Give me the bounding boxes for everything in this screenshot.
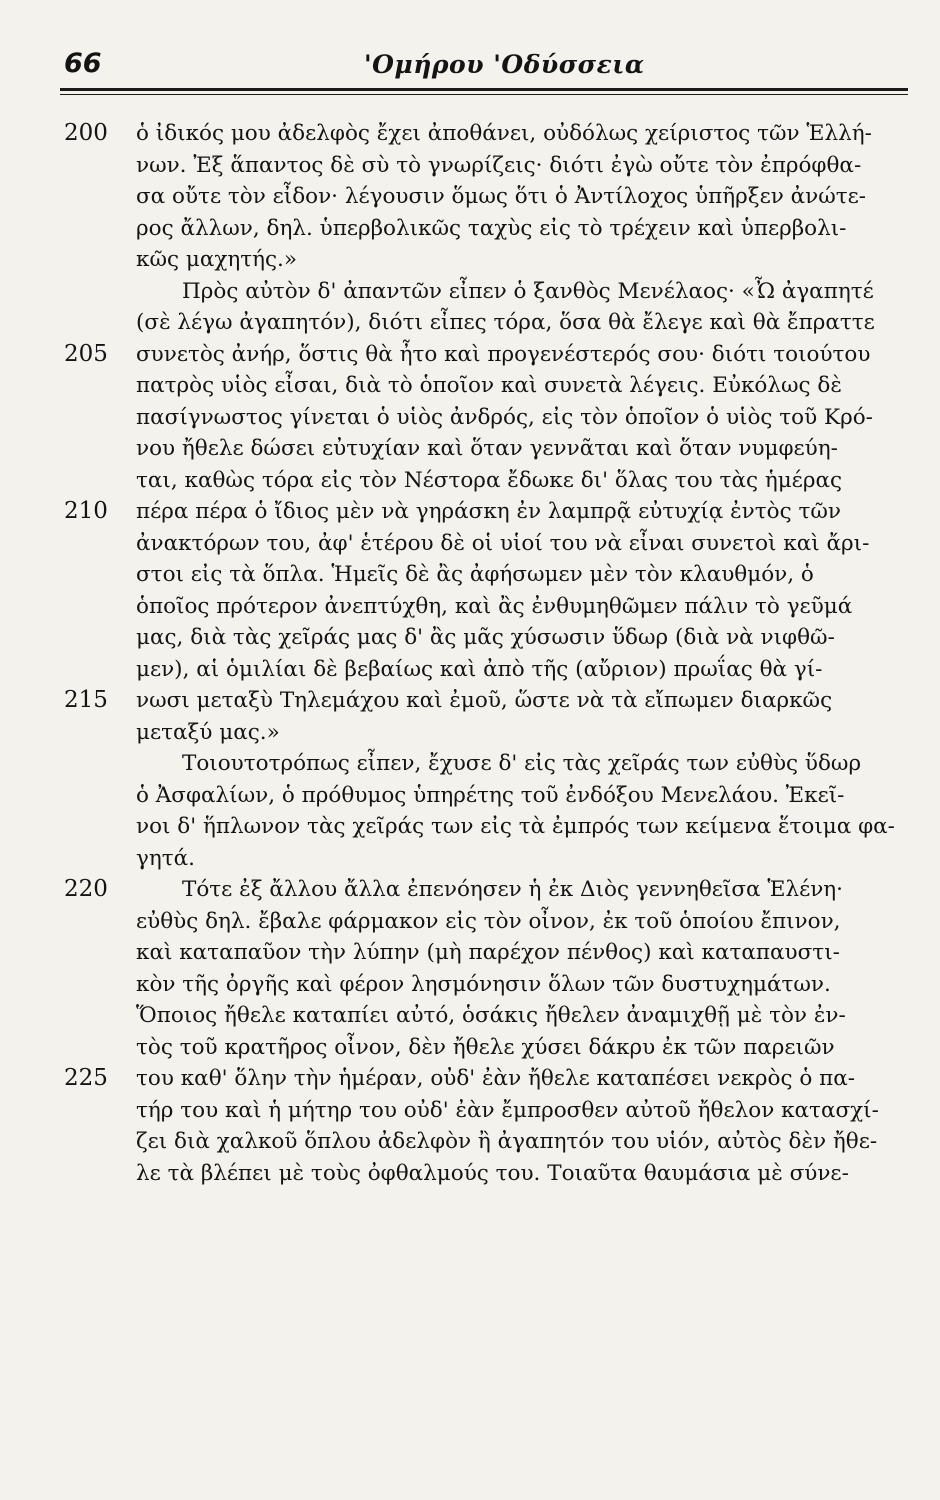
line-text: κῶς μαχητής.»: [136, 247, 298, 272]
text-line: [0, 150, 940, 182]
line-number: 225: [64, 1065, 108, 1091]
text-line: [0, 843, 940, 875]
text-line: [0, 244, 940, 276]
line-number: 200: [64, 120, 108, 146]
text-line: [0, 1063, 940, 1095]
line-text: (σὲ λέγω ἀγαπητόν), διότι εἶπες τόρα, ὅσα θὰ ἔλεγε καὶ θὰ ἔπραττε: [136, 310, 875, 335]
line-text: σα οὔτε τὸν εἶδον· λέγουσιν ὅμως ὅτι ὁ Ἀντίλοχος ὑπῆρξεν ἀνώτε-: [136, 184, 867, 209]
text-line: [0, 1158, 940, 1190]
line-text: εὐθὺς δηλ. ἔβαλε φάρμακον εἰς τὸν οἶνον, ἐκ τοῦ ὁποίου ἔπινον,: [136, 908, 841, 934]
line-text: τὸς τοῦ κρατῆρος οἶνον, δὲν ἤθελε χύσει δάκρυ ἐκ τῶν παρειῶν: [136, 1034, 835, 1060]
line-text: λε τὰ βλέπει μὲ τοὺς ὀφθαλμούς του. Τοιαῦτα θαυμάσια μὲ σύνε-: [136, 1160, 849, 1186]
page-number: 66: [64, 48, 102, 79]
text-line: [0, 1000, 940, 1032]
line-text: Τότε ἐξ ἄλλου ἄλλα ἐπενόησεν ἡ ἐκ Διὸς γεννηθεῖσα Ἑλένη·: [182, 877, 844, 902]
text-line: [0, 118, 940, 150]
line-text: ρος ἄλλων, δηλ. ὑπερβολικῶς ταχὺς εἰς τὸ τρέχειν καὶ ὑπερβολι-: [136, 215, 847, 241]
line-text: ἀνακτόρων του, ἀφ' ἑτέρου δὲ οἱ υἱοί του νὰ εἶναι συνετοὶ καὶ ἄρι-: [136, 530, 870, 556]
line-text: ὁ Ἀσφαλίων, ὁ πρόθυμος ὑπηρέτης τοῦ ἐνδόξου Μενελάου. Ἐκεῖ-: [136, 782, 845, 808]
text-line: [0, 717, 940, 749]
running-head: [64, 44, 906, 84]
header-rule-thick: [60, 88, 908, 91]
line-number: 210: [64, 498, 108, 524]
text-line: [0, 748, 940, 780]
text-line: [0, 465, 940, 497]
line-text: Ὅποιος ἤθελε καταπίει αὐτό, ὁσάκις ἤθελεν ἀναμιχθῇ μὲ τὸν ἐν-: [136, 1003, 846, 1028]
line-text: ὁ ἰδικός μου ἀδελφὸς ἔχει ἀποθάνει, οὐδόλως χείριστος τῶν Ἑλλή-: [136, 121, 872, 146]
line-text: ται, καθὼς τόρα εἰς τὸν Νέστορα ἔδωκε δι' ὅλας του τὰς ἡμέρας: [136, 467, 843, 493]
text-line: [0, 1095, 940, 1127]
line-text: νωσι μεταξὺ Τηλεμάχου καὶ ἐμοῦ, ὥστε νὰ τὰ εἴπωμεν διαρκῶς: [136, 688, 833, 713]
line-text: νων. Ἐξ ἅπαντος δὲ σὺ τὸ γνωρίζεις· διότι ἐγὼ οὔτε τὸν ἐπρόφθα-: [136, 152, 862, 178]
line-text: ζει διὰ χαλκοῦ ὅπλου ἀδελφὸν ἢ ἀγαπητόν του υἱόν, αὐτὸς δὲν ἤθε-: [136, 1129, 878, 1154]
line-text: νοι δ' ἥπλωνον τὰς χεῖράς των εἰς τὰ ἐμπρός των κείμενα ἕτοιμα φα-: [136, 814, 895, 839]
line-text: πατρὸς υἱὸς εἶσαι, διὰ τὸ ὁποῖον καὶ συνετὰ λέγεις. Εὐκόλως δὲ: [136, 373, 842, 398]
line-text: μεν), αἱ ὁμιλίαι δὲ βεβαίως καὶ ἀπὸ τῆς (αὔριον) πρωΐας θὰ γί-: [136, 656, 823, 682]
line-text: τήρ του καὶ ἡ μήτηρ του οὐδ' ἐὰν ἔμπροσθεν αὐτοῦ ἤθελον κατασχί-: [136, 1097, 879, 1123]
line-text: πασίγνωστος γίνεται ὁ υἱὸς ἀνδρός, εἰς τὸν ὁποῖον ὁ υἱὸς τοῦ Κρό-: [136, 404, 873, 430]
text-line: [0, 937, 940, 969]
text-line: [0, 622, 940, 654]
line-number: 220: [64, 876, 108, 902]
running-title: 'Ομήρου 'Οδύσσεια: [364, 50, 645, 79]
line-text: γητά.: [136, 845, 195, 871]
text-line: [0, 276, 940, 308]
text-line: [0, 969, 940, 1001]
line-text: στοι εἰς τὰ ὅπλα. Ἡμεῖς δὲ ἂς ἀφήσωμεν μὲν τὸν κλαυθμόν, ὁ: [136, 562, 814, 587]
text-line: [0, 528, 940, 560]
line-text: του καθ' ὅλην τὴν ἡμέραν, οὐδ' ἐὰν ἤθελε καταπέσει νεκρὸς ὁ πα-: [136, 1066, 856, 1091]
header-rule-thin: [60, 94, 908, 95]
line-text: κὸν τῆς ὀργῆς καὶ φέρον λησμόνησιν ὅλων τῶν δυστυχημάτων.: [136, 971, 831, 997]
text-line: [0, 780, 940, 812]
text-line: [0, 906, 940, 938]
line-number: 205: [64, 340, 108, 367]
text-line: [0, 213, 940, 245]
text-line: [0, 339, 940, 371]
line-text: νου ἤθελε δώσει εὐτυχίαν καὶ ὅταν γεννᾶται καὶ ὅταν νυμφεύη-: [136, 436, 838, 461]
line-text: ὁποῖος πρότερον ἀνεπτύχθη, καὶ ἂς ἐνθυμηθῶμεν πάλιν τὸ γεῦμά: [136, 593, 853, 619]
text-line: [0, 1126, 940, 1158]
text-line: [0, 433, 940, 465]
text-line: [0, 685, 940, 717]
text-line: [0, 370, 940, 402]
text-line: [0, 496, 940, 528]
line-text: πέρα πέρα ὁ ἴδιος μὲν νὰ γηράσκη ἐν λαμπρᾷ εὐτυχίᾳ ἐντὸς τῶν: [136, 499, 841, 524]
line-text: συνετὸς ἀνήρ, ὅστις θὰ ἦτο καὶ προγενέστερός σου· διότι τοιούτου: [136, 341, 871, 367]
line-text: Τοιουτοτρόπως εἶπεν, ἔχυσε δ' εἰς τὰς χεῖράς των εὐθὺς ὕδωρ: [182, 751, 862, 776]
text-line: [0, 1032, 940, 1064]
text-line: [0, 402, 940, 434]
text-line: [0, 811, 940, 843]
line-text: καὶ καταπαῦον τὴν λύπην (μὴ παρέχον πένθος) καὶ καταπαυστι-: [136, 940, 840, 965]
line-text: μεταξύ μας.»: [136, 719, 280, 745]
line-text: Πρὸς αὐτὸν δ' ἀπαντῶν εἶπεν ὁ ξανθὸς Μενέλαος· «Ὦ ἀγαπητέ: [182, 278, 874, 304]
text-line: [0, 181, 940, 213]
line-number: 215: [64, 687, 108, 713]
text-line: [0, 654, 940, 686]
text-line: [0, 591, 940, 623]
text-line: [0, 307, 940, 339]
line-text: μας, διὰ τὰς χεῖράς μας δ' ἂς μᾶς χύσωσιν ὕδωρ (διὰ νὰ νιφθῶ-: [136, 625, 835, 650]
body-text: [0, 118, 940, 1189]
text-line: [0, 874, 940, 906]
text-line: [0, 559, 940, 591]
